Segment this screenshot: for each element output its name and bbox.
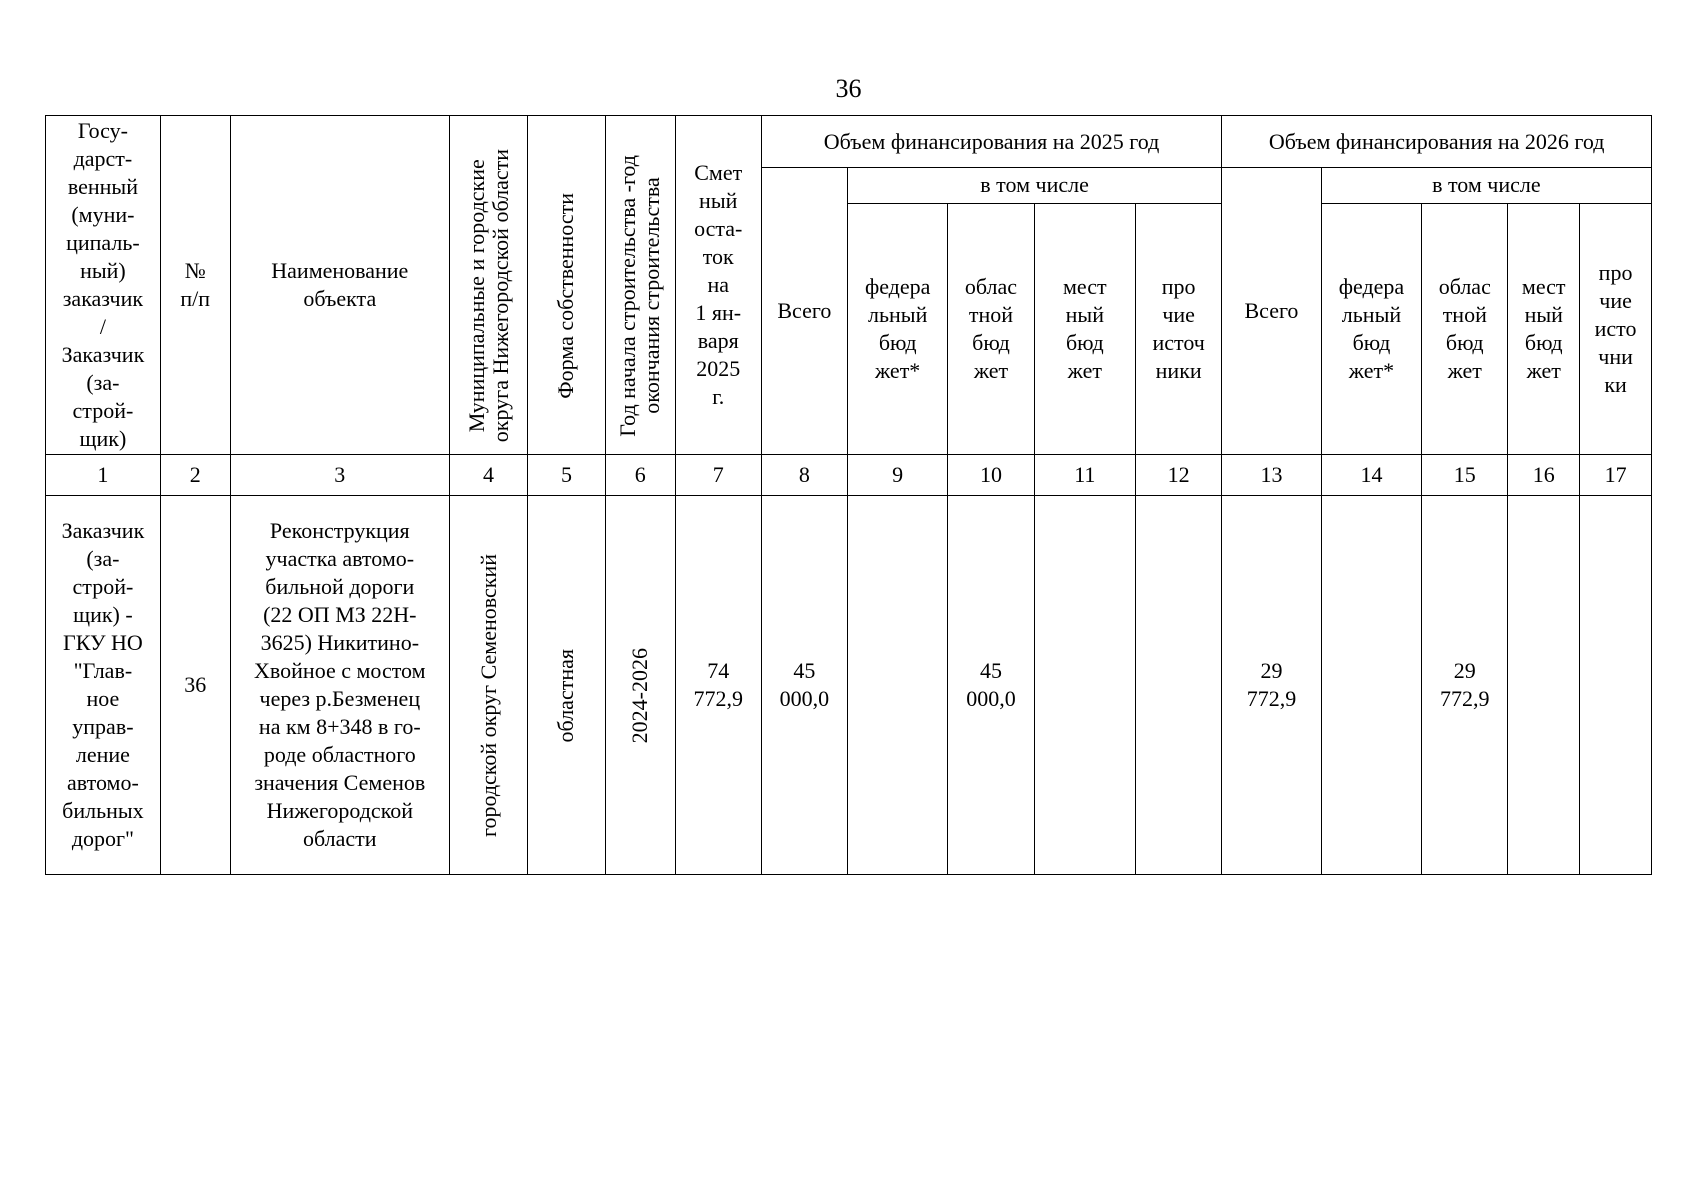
column-number: 13 xyxy=(1222,455,1321,496)
header-row-1 xyxy=(46,116,1652,168)
row-municipality xyxy=(450,496,528,875)
column-number: 5 xyxy=(527,455,605,496)
row-regional-2025: 45 000,0 xyxy=(948,496,1034,875)
row-estimate: 74 772,9 xyxy=(675,496,761,875)
row-number: 36 xyxy=(160,496,230,875)
row-local-2025 xyxy=(1034,496,1136,875)
financing-table xyxy=(45,115,1652,875)
header-customer: Госу- дарст- венный (муни- ципаль- ный) заказчик / Заказчик (за- строй- щик) xyxy=(46,116,161,455)
header-regional-2025: облас тной бюд жет xyxy=(948,203,1034,455)
column-number: 12 xyxy=(1136,455,1222,496)
header-years xyxy=(605,116,675,455)
row-ownership xyxy=(527,496,605,875)
row-other-2026 xyxy=(1580,496,1652,875)
row-federal-2026 xyxy=(1321,496,1422,875)
column-numbers-row xyxy=(46,455,1652,496)
column-number: 15 xyxy=(1422,455,1508,496)
header-including-2026: в том числе xyxy=(1321,168,1651,203)
row-regional-2026: 29 772,9 xyxy=(1422,496,1508,875)
header-local-2026: мест ный бюд жет xyxy=(1508,203,1580,455)
column-number: 6 xyxy=(605,455,675,496)
column-number: 7 xyxy=(675,455,761,496)
header-municipality xyxy=(450,116,528,455)
column-number: 16 xyxy=(1508,455,1580,496)
column-number: 11 xyxy=(1034,455,1136,496)
header-including-2025: в том числе xyxy=(847,168,1221,203)
row-object-name: Реконструкция участка автомо- бильной дороги (22 ОП МЗ 22Н- 3625) Никитино- Хвойное с мостом через р.Безменец на км 8+348 в го- роде областного значения Семенов Нижегородской области xyxy=(230,496,449,875)
column-number: 10 xyxy=(948,455,1034,496)
header-total-2025: Всего xyxy=(761,168,847,455)
header-total-2026: Всего xyxy=(1222,168,1321,455)
row-years xyxy=(605,496,675,875)
column-number: 9 xyxy=(847,455,948,496)
header-regional-2026: облас тной бюд жет xyxy=(1422,203,1508,455)
row-total-2025: 45 000,0 xyxy=(761,496,847,875)
column-number: 4 xyxy=(450,455,528,496)
header-other-2025: про чие источ ники xyxy=(1136,203,1222,455)
row-ownership-text: областная xyxy=(553,649,579,743)
row-municipality-text: городской округ Семеновский xyxy=(475,554,501,838)
row-years-text: 2024-2026 xyxy=(627,648,653,744)
header-federal-2025: федера льный бюд жет* xyxy=(847,203,948,455)
header-other-2026: про чие исто чни ки xyxy=(1580,203,1652,455)
column-number: 17 xyxy=(1580,455,1652,496)
row-total-2026: 29 772,9 xyxy=(1222,496,1321,875)
column-number: 3 xyxy=(230,455,449,496)
header-estimate: Смет ный оста- ток на 1 ян- варя 2025 г. xyxy=(675,116,761,455)
header-number: № п/п xyxy=(160,116,230,455)
row-local-2026 xyxy=(1508,496,1580,875)
column-number: 8 xyxy=(761,455,847,496)
header-object-name: Наименование объекта xyxy=(230,116,449,455)
row-other-2025 xyxy=(1136,496,1222,875)
header-federal-2026: федера льный бюд жет* xyxy=(1321,203,1422,455)
row-federal-2025 xyxy=(847,496,948,875)
header-local-2025: мест ный бюд жет xyxy=(1034,203,1136,455)
column-number: 14 xyxy=(1321,455,1422,496)
column-number: 2 xyxy=(160,455,230,496)
table-row xyxy=(46,496,1652,875)
header-ownership-text: Форма собственности xyxy=(553,192,579,399)
header-years-text: Год начала строительства -год окончания строительства xyxy=(615,154,665,437)
header-funding-2026: Объем финансирования на 2026 год xyxy=(1222,116,1652,168)
page-number: 36 xyxy=(835,74,862,103)
header-municipality-text: Муниципальные и городские округа Нижегородской области xyxy=(463,149,513,443)
header-funding-2025: Объем финансирования на 2025 год xyxy=(761,116,1221,168)
header-ownership xyxy=(527,116,605,455)
column-number: 1 xyxy=(46,455,161,496)
row-customer: Заказчик (за- строй- щик) - ГКУ НО "Глав- ное управ- ление автомо- бильных дорог" xyxy=(46,496,161,875)
